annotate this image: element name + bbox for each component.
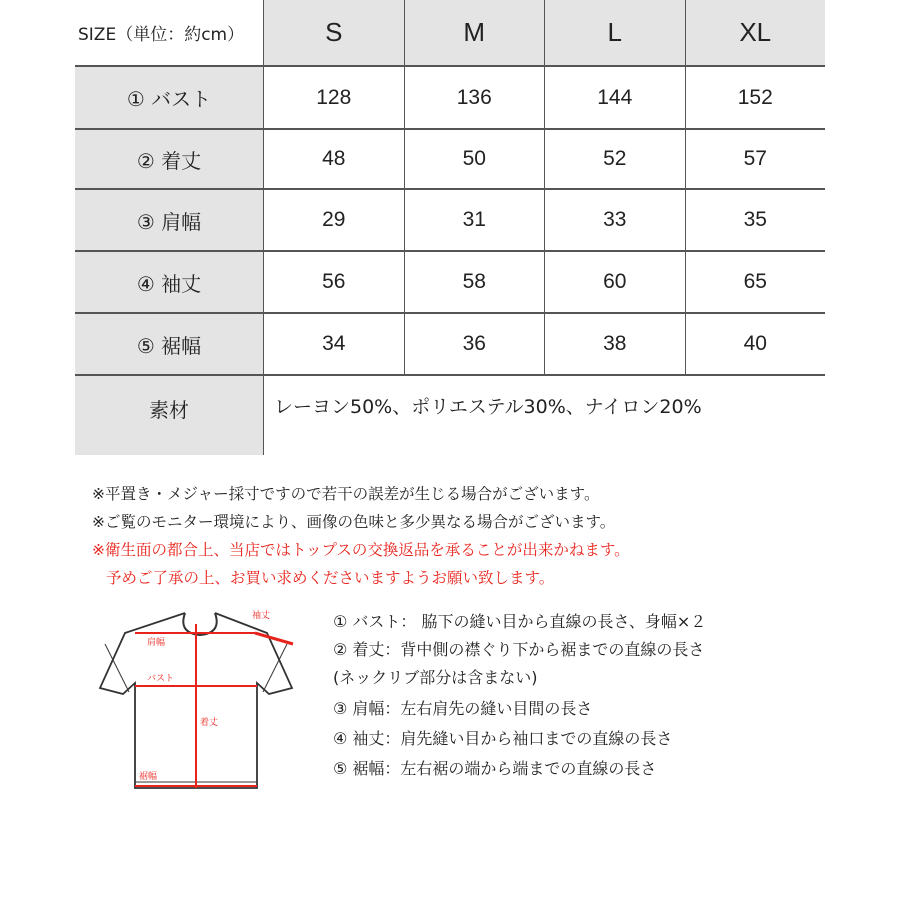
cell-value: 48 bbox=[263, 130, 404, 188]
cell-value: 40 bbox=[685, 314, 826, 374]
size-header-XL: XL bbox=[685, 0, 826, 65]
material-value: レーヨン50%、ポリエステル30%、ナイロン20% bbox=[263, 376, 825, 455]
cell-value: 36 bbox=[404, 314, 545, 374]
row-label: ② 着丈 bbox=[75, 130, 263, 188]
cell-value: 34 bbox=[263, 314, 404, 374]
diagram-label-bust: バスト bbox=[147, 674, 175, 684]
row-label: ① バスト bbox=[75, 67, 263, 128]
table-row bbox=[75, 314, 825, 376]
legend-length-note: (ネックリブ部分は含まない) bbox=[333, 668, 538, 687]
cell-value: 29 bbox=[263, 190, 404, 250]
diagram-label-hem: 裾幅 bbox=[139, 772, 158, 782]
row-label: ④ 袖丈 bbox=[75, 252, 263, 312]
diagram-label-sleeve: 袖丈 bbox=[252, 611, 271, 621]
note-3-warning: ※衛生面の都合上、当店ではトップスの交換返品を承ることが出来かねます。 bbox=[92, 541, 630, 559]
cell-value: 65 bbox=[685, 252, 826, 312]
note-2: ※ご覧のモニター環境により、画像の色味と多少異なる場合がございます。 bbox=[92, 513, 616, 531]
cell-value: 57 bbox=[685, 130, 826, 188]
legend-shoulder: ③ 肩幅：左右肩先の縫い目間の長さ bbox=[333, 699, 593, 718]
table-header-row bbox=[75, 0, 825, 67]
legend-length: ② 着丈：背中側の襟ぐり下から裾までの直線の長さ bbox=[333, 640, 705, 659]
cell-value: 128 bbox=[263, 67, 404, 128]
note-4-warning: 予めご了承の上、お買い求めくださいますようお願い致します。 bbox=[106, 569, 555, 587]
cell-value: 60 bbox=[544, 252, 685, 312]
cell-value: 38 bbox=[544, 314, 685, 374]
table-row bbox=[75, 130, 825, 190]
size-header-S: S bbox=[263, 0, 404, 65]
legend-bust: ① バスト： 脇下の縫い目から直線の長さ、身幅×２ bbox=[333, 612, 707, 631]
cell-value: 52 bbox=[544, 130, 685, 188]
legend-sleeve: ④ 袖丈：肩先縫い目から袖口までの直線の長さ bbox=[333, 729, 673, 748]
corner-label: SIZE（単位：約cm） bbox=[75, 0, 263, 65]
row-label: ③ 肩幅 bbox=[75, 190, 263, 250]
cell-value: 31 bbox=[404, 190, 545, 250]
size-header-L: L bbox=[544, 0, 685, 65]
note-1: ※平置き・メジャー採寸ですので若干の誤差が生じる場合がございます。 bbox=[92, 485, 600, 503]
size-header-M: M bbox=[404, 0, 545, 65]
cell-value: 152 bbox=[685, 67, 826, 128]
table-row bbox=[75, 252, 825, 314]
cell-value: 50 bbox=[404, 130, 545, 188]
diagram-label-shoulder: 肩幅 bbox=[147, 638, 166, 648]
row-label: ⑤ 裾幅 bbox=[75, 314, 263, 374]
table-row bbox=[75, 67, 825, 130]
cell-value: 136 bbox=[404, 67, 545, 128]
tshirt-diagram bbox=[95, 598, 295, 793]
legend-hem: ⑤ 裾幅：左右裾の端から端までの直線の長さ bbox=[333, 759, 657, 778]
cell-value: 58 bbox=[404, 252, 545, 312]
table-row bbox=[75, 190, 825, 252]
cell-value: 56 bbox=[263, 252, 404, 312]
size-table bbox=[75, 0, 825, 455]
diagram-label-length: 着丈 bbox=[200, 718, 219, 728]
cell-value: 35 bbox=[685, 190, 826, 250]
cell-value: 144 bbox=[544, 67, 685, 128]
material-row bbox=[75, 376, 825, 455]
material-label: 素材 bbox=[75, 376, 263, 455]
cell-value: 33 bbox=[544, 190, 685, 250]
